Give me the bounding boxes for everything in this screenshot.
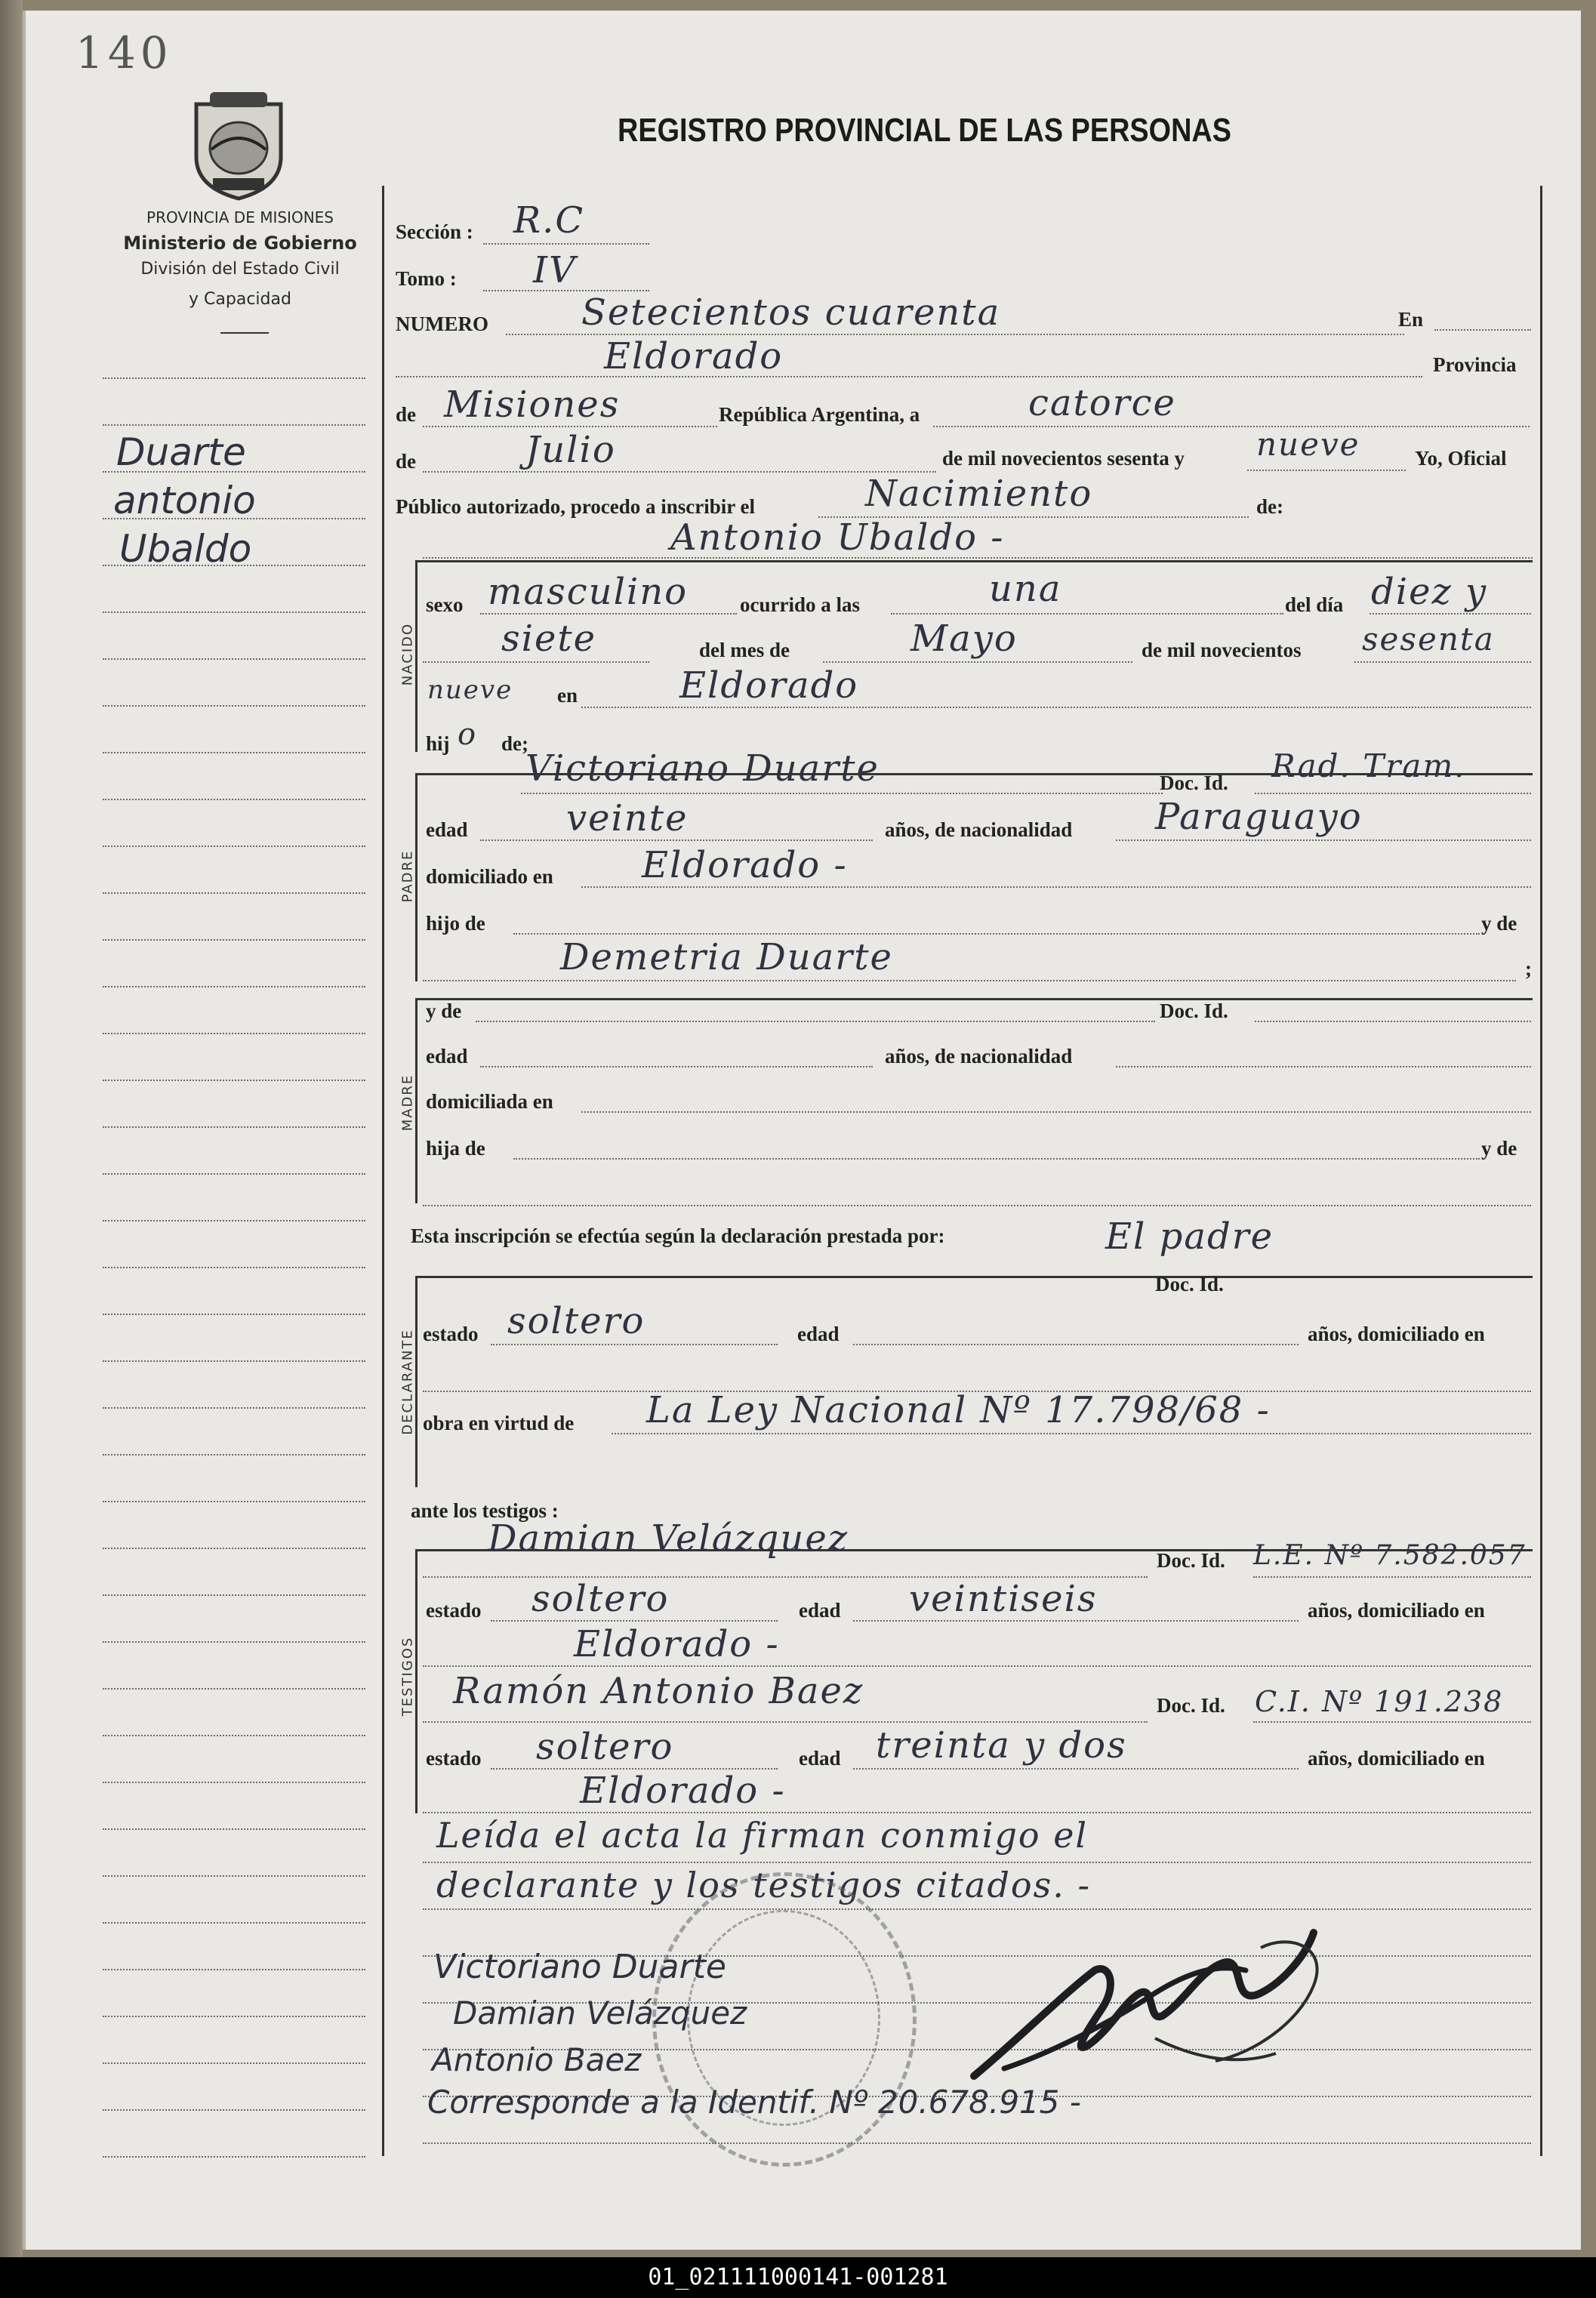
- header-capacidad: y Capacidad: [189, 290, 291, 309]
- label-edad-madre: edad: [426, 1045, 468, 1067]
- label-hija-de: hija de: [426, 1137, 485, 1160]
- margin-ruled-line: [103, 1220, 365, 1221]
- value-testigo1-doc: L.E. Nº 7.582.057: [1253, 1540, 1527, 1571]
- value-localidad: Eldorado: [604, 335, 784, 377]
- padre-edad-line: [480, 839, 873, 841]
- page-number: 140: [75, 27, 173, 79]
- label-y-de-madre2: y de: [1481, 1137, 1517, 1160]
- lugar-nac-line: [581, 707, 1531, 708]
- madre-doc-line: [1255, 1021, 1531, 1022]
- label-sexo: sexo: [426, 593, 464, 616]
- value-testigo1: Damian Velázquez: [488, 1517, 849, 1560]
- value-anio-nac2: nueve: [427, 675, 513, 705]
- margin-ruled-line: [103, 2016, 365, 2017]
- margin-ruled-line: [103, 377, 365, 379]
- margin-ruled-line: [103, 611, 365, 613]
- label-edad-t1: edad: [799, 1599, 841, 1622]
- label-de-colon: de:: [1256, 495, 1283, 518]
- value-decl-estado: soltero: [507, 1300, 645, 1342]
- label-nac-madre: años, de nacionalidad: [885, 1045, 1073, 1067]
- label-madre: MADRE: [399, 1074, 416, 1132]
- margin-ruled-line: [103, 1735, 365, 1736]
- margin-ruled-line: [103, 1688, 365, 1690]
- label-seccion: Sección :: [396, 220, 473, 243]
- label-nacido: NACIDO: [399, 622, 416, 686]
- label-doc-testigo2: Doc. Id.: [1157, 1694, 1225, 1717]
- value-padre-edad: veinte: [566, 797, 689, 839]
- margin-note-name: antonio: [113, 479, 256, 522]
- label-doc-madre: Doc. Id.: [1160, 1000, 1228, 1022]
- label-republica: República Argentina, a: [719, 403, 920, 426]
- value-sexo: masculino: [488, 571, 689, 613]
- margin-ruled-line: [103, 2156, 365, 2158]
- label-del-mes: del mes de: [699, 639, 790, 661]
- label-tomo: Tomo :: [396, 267, 457, 290]
- margin-note-surname: Duarte: [116, 430, 246, 474]
- label-de-mes: de: [396, 450, 416, 473]
- label-de-provincia: de: [396, 403, 416, 426]
- margin-ruled-line: [103, 1594, 365, 1596]
- cierre-line1: [423, 1862, 1531, 1863]
- localidad-line: [396, 376, 1422, 377]
- margin-ruled-line: [103, 846, 365, 847]
- scan-id-footer: 01_021111000141-001281: [0, 2257, 1596, 2298]
- margin-ruled-line: [103, 1173, 365, 1175]
- hora-line: [891, 613, 1283, 615]
- label-numero: NUMERO: [396, 313, 488, 335]
- signature-padre: Victoriano Duarte: [433, 1948, 726, 1986]
- anio-line: [1247, 470, 1406, 471]
- officer-signature-icon: [959, 1902, 1351, 2114]
- label-de-mil2: de mil novecientos: [1142, 639, 1302, 661]
- label-anios-dom-t2: años, domiciliado en: [1308, 1747, 1485, 1770]
- header-divider: [220, 332, 269, 334]
- nacido-box-top: [415, 560, 1533, 562]
- value-padre: Victoriano Duarte: [525, 747, 880, 790]
- frame-right-border: [1540, 186, 1542, 2156]
- padre-doc-line: [1255, 793, 1531, 794]
- signature-testigo2: Antonio Baez: [432, 2041, 642, 2078]
- label-ante: ante los testigos :: [411, 1499, 559, 1522]
- t1-edad-line: [853, 1620, 1299, 1622]
- label-anios-dom-t1: años, domiciliado en: [1308, 1599, 1485, 1622]
- value-abuela: Demetria Duarte: [560, 936, 893, 978]
- value-mes-nac: Mayo: [910, 618, 1018, 660]
- mes-nac-line: [823, 661, 1132, 663]
- label-declarante: DECLARANTE: [399, 1329, 416, 1435]
- label-declaracion: Esta inscripción se efectúa según la declaración prestada por:: [411, 1224, 945, 1247]
- t1-estado-line: [491, 1620, 778, 1622]
- testigo2-line: [423, 1721, 1148, 1723]
- anio-nac-line: [1354, 661, 1531, 663]
- padre-dom-line: [581, 886, 1531, 888]
- margin-ruled-line: [103, 1033, 365, 1034]
- margin-ruled-line: [103, 752, 365, 753]
- t2-dom-line: [423, 1812, 1531, 1813]
- value-cierre2: declarante y los testigos citados. -: [436, 1865, 1091, 1905]
- decl-estado-line: [491, 1344, 778, 1345]
- header-province: PROVINCIA DE MISIONES: [146, 208, 334, 226]
- margin-ruled-line: [103, 1548, 365, 1549]
- value-anio-nac: sesenta: [1362, 621, 1495, 658]
- value-testigo2-doc: C.I. Nº 191.238: [1255, 1685, 1504, 1718]
- margin-ruled-line: [103, 1407, 365, 1409]
- margin-ruled-line: [103, 424, 365, 426]
- frame-left-border: [382, 186, 384, 2156]
- mes-line: [423, 471, 936, 473]
- seccion-line: [483, 243, 649, 245]
- margin-ruled-line: [103, 1782, 365, 1783]
- document-title: REGISTRO PROVINCIAL DE LAS PERSONAS: [618, 112, 1231, 149]
- padre-line: [521, 793, 1163, 794]
- value-testigo1-dom: Eldorado -: [574, 1623, 780, 1665]
- label-yo-oficial: Yo, Oficial: [1415, 447, 1507, 470]
- margin-note-name2: Ubaldo: [119, 527, 252, 571]
- label-obra: obra en virtud de: [423, 1412, 575, 1434]
- label-doc-testigo1: Doc. Id.: [1157, 1549, 1225, 1572]
- madre-line: [476, 1021, 1155, 1022]
- value-testigo2-estado: soltero: [536, 1726, 674, 1768]
- margin-ruled-line: [103, 1641, 365, 1643]
- en-line: [1434, 329, 1531, 331]
- label-publico: Público autorizado, procedo a inscribir el: [396, 495, 755, 518]
- label-domiciliada: domiciliada en: [426, 1090, 553, 1113]
- value-dia: catorce: [1028, 382, 1176, 424]
- value-hora: una: [989, 568, 1062, 610]
- testigo2-doc-line: [1253, 1721, 1531, 1723]
- value-padre-doc: Rad. Tram.: [1271, 747, 1466, 784]
- abuela-line: [423, 980, 1516, 981]
- value-hijo-suffix: o: [458, 717, 478, 752]
- label-semicolon: ;: [1525, 957, 1532, 980]
- dia-line: [933, 426, 1530, 427]
- label-edad-decl: edad: [797, 1323, 840, 1345]
- header-ministry: Ministerio de Gobierno: [123, 233, 357, 254]
- value-acto: Nacimiento: [865, 473, 1093, 515]
- value-provincia: Misiones: [444, 384, 621, 426]
- label-doc-padre: Doc. Id.: [1160, 772, 1228, 794]
- label-de-semi: de;: [501, 732, 528, 755]
- margin-ruled-line: [103, 1454, 365, 1456]
- sexo-line: [480, 613, 737, 615]
- label-nac-padre: años, de nacionalidad: [885, 818, 1073, 841]
- dia-nac-line: [1370, 613, 1531, 615]
- madre-edad-line: [480, 1066, 873, 1067]
- declarante-box-top: [415, 1276, 1533, 1278]
- margin-ruled-line: [103, 705, 365, 707]
- label-y-de-madre: y de: [426, 1000, 462, 1022]
- provincial-seal-icon: [189, 89, 288, 201]
- ley-line: [612, 1433, 1531, 1434]
- value-ley: La Ley Nacional Nº 17.798/68 -: [646, 1389, 1271, 1431]
- madre-dom-line: [581, 1111, 1531, 1113]
- label-estado-t1: estado: [426, 1599, 482, 1622]
- header-division: División del Estado Civil: [140, 260, 340, 279]
- t1-dom-line: [423, 1665, 1531, 1667]
- abuelo-line: [513, 933, 1480, 935]
- madre-padres-line: [513, 1158, 1480, 1160]
- margin-ruled-line: [103, 1126, 365, 1128]
- label-domiciliado-padre: domiciliado en: [426, 865, 553, 888]
- margin-ruled-line: [103, 1501, 365, 1502]
- firma-line5: [423, 2142, 1531, 2144]
- label-anios-dom-decl: años, domiciliado en: [1308, 1323, 1485, 1345]
- label-en2: en: [557, 684, 578, 707]
- value-declarante: El padre: [1105, 1215, 1274, 1258]
- label-y-de: y de: [1481, 912, 1517, 935]
- margin-ruled-line: [103, 2109, 365, 2111]
- value-padre-dom: Eldorado -: [642, 844, 848, 886]
- label-padre: PADRE: [399, 849, 416, 903]
- label-estado-decl: estado: [423, 1323, 479, 1345]
- label-estado-t2: estado: [426, 1747, 482, 1770]
- value-lugar-nac: Eldorado: [679, 664, 859, 707]
- label-testigos: TESTIGOS: [399, 1636, 416, 1717]
- margin-ruled-line: [103, 799, 365, 800]
- madre-box-top: [415, 998, 1533, 1000]
- label-doc-declarante: Doc. Id.: [1155, 1273, 1224, 1295]
- margin-ruled-line: [103, 1875, 365, 1877]
- value-tomo: IV: [533, 249, 577, 291]
- margin-ruled-line: [103, 1922, 365, 1924]
- testigo1-doc-line: [1253, 1576, 1531, 1578]
- label-en: En: [1398, 308, 1424, 331]
- label-provincia: Provincia: [1433, 353, 1517, 376]
- value-nombre: Antonio Ubaldo -: [670, 516, 1005, 559]
- label-hijo-de: hijo de: [426, 912, 485, 935]
- value-testigo2: Ramón Antonio Baez: [453, 1670, 864, 1712]
- provincia-line: [423, 426, 717, 427]
- value-cierre1: Leída el acta la firman conmigo el: [436, 1815, 1089, 1856]
- value-dia-nac: diez y: [1371, 571, 1488, 613]
- value-anio: nueve: [1256, 426, 1360, 463]
- margin-ruled-line: [103, 1828, 365, 1830]
- book-binding: [0, 0, 23, 2257]
- label-de-mil: de mil novecientos sesenta y: [942, 447, 1185, 470]
- madre-nac-line: [1116, 1066, 1531, 1067]
- padre-nac-line: [1116, 839, 1531, 841]
- margin-ruled-line: [103, 1360, 365, 1362]
- value-padre-nac: Paraguayo: [1155, 796, 1363, 838]
- label-edad-padre: edad: [426, 818, 468, 841]
- value-testigo1-edad: veintiseis: [909, 1578, 1098, 1620]
- decl-edad-line: [853, 1344, 1299, 1345]
- dia-nac2-line: [423, 661, 649, 663]
- value-testigo1-estado: soltero: [531, 1578, 670, 1620]
- label-hij: hij: [426, 732, 450, 755]
- margin-ruled-line: [103, 1080, 365, 1081]
- value-numero: Setecientos cuarenta: [581, 291, 1001, 334]
- margin-ruled-line: [103, 2062, 365, 2064]
- margin-ruled-line: [103, 1314, 365, 1315]
- madre-padres-line2: [423, 1205, 1531, 1206]
- margin-ruled-line: [103, 1267, 365, 1268]
- value-nota-identificacion: Corresponde a la Identif. Nº 20.678.915 -: [427, 2084, 1081, 2121]
- value-mes: Julio: [525, 429, 616, 471]
- margin-ruled-line: [103, 1969, 365, 1970]
- value-testigo2-dom: Eldorado -: [580, 1770, 786, 1812]
- margin-ruled-line: [103, 892, 365, 894]
- t2-edad-line: [853, 1768, 1299, 1770]
- label-edad-t2: edad: [799, 1747, 841, 1770]
- margin-ruled-line: [103, 939, 365, 941]
- signature-testigo1: Damian Velázquez: [453, 1995, 747, 2032]
- value-dia-nac2: siete: [501, 618, 597, 660]
- value-seccion: R.C: [513, 199, 585, 242]
- value-testigo2-edad: treinta y dos: [876, 1724, 1127, 1767]
- margin-ruled-line: [103, 986, 365, 987]
- margin-ruled-line: [103, 658, 365, 660]
- label-ocurrido: ocurrido a las: [740, 593, 860, 616]
- label-del-dia: del día: [1285, 593, 1344, 616]
